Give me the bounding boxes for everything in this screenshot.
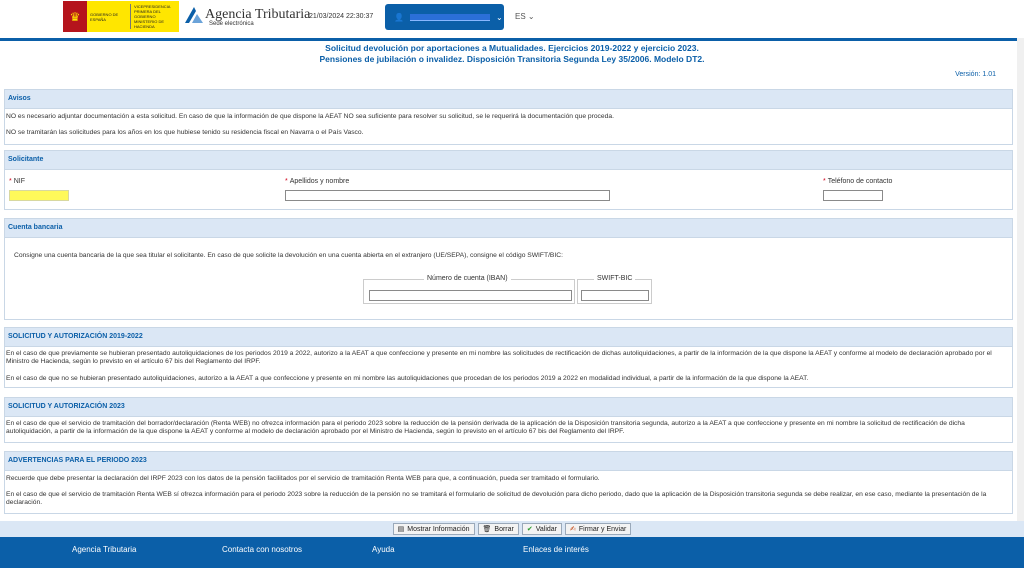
avisos-panel bbox=[4, 89, 1013, 145]
chevron-down-icon: ⌄ bbox=[527, 12, 535, 21]
action-bar bbox=[0, 521, 1024, 537]
footer-ayuda[interactable]: Ayuda bbox=[372, 545, 395, 554]
session-datetime: 21/03/2024 22:30:37 bbox=[309, 13, 374, 20]
firmar-enviar-button[interactable] bbox=[565, 523, 631, 535]
required-mark: * bbox=[9, 178, 12, 185]
validar-button[interactable] bbox=[522, 523, 562, 535]
cuenta-heading: Cuenta bancaria bbox=[5, 219, 1012, 238]
nif-label-text: NIF bbox=[13, 178, 26, 185]
swift-label: SWIFT-BIC bbox=[594, 275, 635, 282]
swift-input[interactable] bbox=[581, 290, 649, 301]
check-icon: ✔ bbox=[526, 526, 533, 533]
nombre-label-text: Apellidos y nombre bbox=[289, 178, 350, 185]
iban-fieldset bbox=[363, 275, 575, 304]
swift-fieldset bbox=[577, 275, 652, 304]
apellidos-nombre-input[interactable] bbox=[285, 190, 610, 201]
mostrar-informacion-button[interactable] bbox=[393, 523, 475, 535]
info-panel-icon: ▤ bbox=[397, 526, 405, 533]
cuenta-text: Consigne una cuenta bancaria de la que sea titular el solicitante. En caso de que solicite la devolución en una cuenta abierta en el extranjero (UE/SEPA), consigne el código SWIFT/BIC: bbox=[14, 252, 563, 259]
iban-label: Número de cuenta (IBAN) bbox=[424, 275, 511, 282]
mostrar-label: Mostrar Información bbox=[407, 525, 470, 533]
user-icon: 👤 bbox=[394, 12, 404, 22]
solicitante-heading: Solicitante bbox=[5, 151, 1012, 170]
sign-pen-icon: ✍ bbox=[570, 526, 576, 533]
advertencias-heading: ADVERTENCIAS PARA EL PERIODO 2023 bbox=[5, 452, 1012, 471]
title-line2: Pensiones de jubilación o invalidez. Disposición Transitoria Segunda Ley 35/2006. Modelo DT2. bbox=[319, 54, 705, 64]
solicitante-panel bbox=[4, 150, 1013, 210]
nombre-label bbox=[285, 178, 349, 185]
borrar-label: Borrar bbox=[494, 525, 514, 533]
solicitud-2019-heading: SOLICITUD Y AUTORIZACIÓN 2019-2022 bbox=[5, 328, 1012, 347]
advertencias-panel bbox=[4, 451, 1013, 514]
agencia-name: Agencia Tributaria bbox=[205, 7, 311, 22]
firmar-label: Firmar y Enviar bbox=[578, 525, 627, 533]
page-scrollbar[interactable] bbox=[1017, 38, 1024, 521]
escudo-icon: ♛ bbox=[63, 1, 87, 32]
gob-name: GOBIERNO DE ESPAÑA bbox=[90, 11, 119, 22]
telefono-label bbox=[823, 178, 892, 185]
solicitud-2019-panel bbox=[4, 327, 1013, 388]
footer-agencia[interactable]: Agencia Tributaria bbox=[72, 545, 137, 554]
language-label: ES bbox=[515, 12, 526, 21]
avisos-heading: Avisos bbox=[5, 90, 1012, 109]
cuenta-panel bbox=[4, 218, 1013, 320]
solicitud-2019-text-1: En el caso de que previamente se hubieran presentado autoliquidaciones de los periodos 2019 a 2022, autorizo a la AEAT a que confeccione y presente en mi nombre las solicitudes de rectificación de dichas autoliquidaciones, a partir de la información de la que dispone la AEAT y conforme al modelo de declaración aprobado por el Ministro de Hacienda, según lo previsto en el artículo 67 bis del Reglamento del IRPF. bbox=[6, 350, 992, 365]
solicitud-2023-heading: SOLICITUD Y AUTORIZACIÓN 2023 bbox=[5, 398, 1012, 417]
footer-contacta[interactable]: Contacta con nosotros bbox=[222, 545, 303, 554]
gob-ministry bbox=[130, 4, 176, 29]
title-line1: Solicitud devolución por aportaciones a Mutualidades. Ejercicios 2019-2022 y ejercicio 2023. bbox=[325, 43, 699, 53]
user-menu-button[interactable] bbox=[385, 4, 504, 30]
required-mark: * bbox=[285, 178, 288, 185]
avisos-text-1: NO es necesario adjuntar documentación a esta solicitud. En caso de que la información de que dispone la AEAT NO sea suficiente para resolver su solicitud, se le requerirá la documentación que proceda. bbox=[6, 113, 614, 120]
form-title bbox=[0, 43, 1024, 65]
required-mark: * bbox=[823, 178, 826, 185]
telefono-input[interactable] bbox=[823, 190, 883, 201]
nif-input[interactable] bbox=[9, 190, 69, 201]
iban-input[interactable] bbox=[369, 290, 572, 301]
gob-line1: VICEPRESIDENCIA PRIMERA DEL GOBIERNO bbox=[134, 4, 171, 19]
gob-line2: MINISTERIO DE HACIENDA bbox=[134, 19, 165, 29]
telefono-label-text: Teléfono de contacto bbox=[827, 178, 893, 185]
chevron-down-icon: ⌄ bbox=[495, 12, 503, 22]
solicitud-2023-panel bbox=[4, 397, 1013, 443]
user-name-redacted bbox=[410, 14, 490, 21]
site-header bbox=[0, 0, 1024, 38]
site-footer bbox=[0, 537, 1024, 568]
advertencias-text-1: Recuerde que debe presentar la declaración del IRPF 2023 con los datos de la pensión facilitados por el servicio de tramitación Renta WEB para que, a continuación, pueda ser tramitado el formulario. bbox=[6, 475, 600, 482]
agencia-mark-icon bbox=[183, 5, 205, 25]
solicitud-2023-text: En el caso de que el servicio de tramitación del borrador/declaración (Renta WEB) no ofrezca información para el periodo 2023 sobre la reducción de la pensión derivada de la aplicación de la Disposición transitoria segunda, autorizo a la AEAT a que confeccione y presente en mi nombre la solicitud de rectificación de dicha autoliquidación, a partir de la información de la que dispone la AEAT y conforme al modelo de declaración aprobado por el Ministro de Hacienda, según lo previsto en el artículo 67 bis del Reglamento del IRPF. bbox=[6, 420, 965, 435]
borrar-button[interactable] bbox=[478, 523, 519, 535]
gobierno-logo[interactable] bbox=[63, 1, 179, 32]
advertencias-text-2: En el caso de que el servicio de tramitación Renta WEB sí ofrezca información para el periodo 2023 sobre la reducción de la pensión no se tramitará el formulario de solicitud de devolución para dicho periodo, dado que la aplicación de la Disposición transitoria segunda se debe realizar, en ese caso, mediante la presentación de la declaración. bbox=[6, 491, 987, 506]
validar-label: Validar bbox=[535, 525, 558, 533]
avisos-text-2: NO se tramitarán las solicitudes para los años en los que hubiese tenido su residencia fiscal en Navarra o el País Vasco. bbox=[6, 129, 364, 136]
solicitud-2019-text-2: En el caso de que no se hubieran presentado autoliquidaciones, autorizo a la AEAT a que confeccione y presente en mi nombre las autoliquidaciones que procedan de los periodos 2019 a 2022 en modalidad individual, a partir de la información de la que dispone la AEAT. bbox=[6, 375, 809, 382]
nif-label bbox=[9, 178, 25, 185]
form-version: Versión: 1.01 bbox=[955, 71, 996, 78]
header-divider bbox=[0, 38, 1024, 41]
footer-enlaces[interactable]: Enlaces de interés bbox=[523, 545, 589, 554]
agencia-sub: Sede electrónica bbox=[209, 21, 254, 27]
trash-icon: 🗑 bbox=[482, 526, 492, 533]
language-selector[interactable] bbox=[515, 12, 535, 21]
